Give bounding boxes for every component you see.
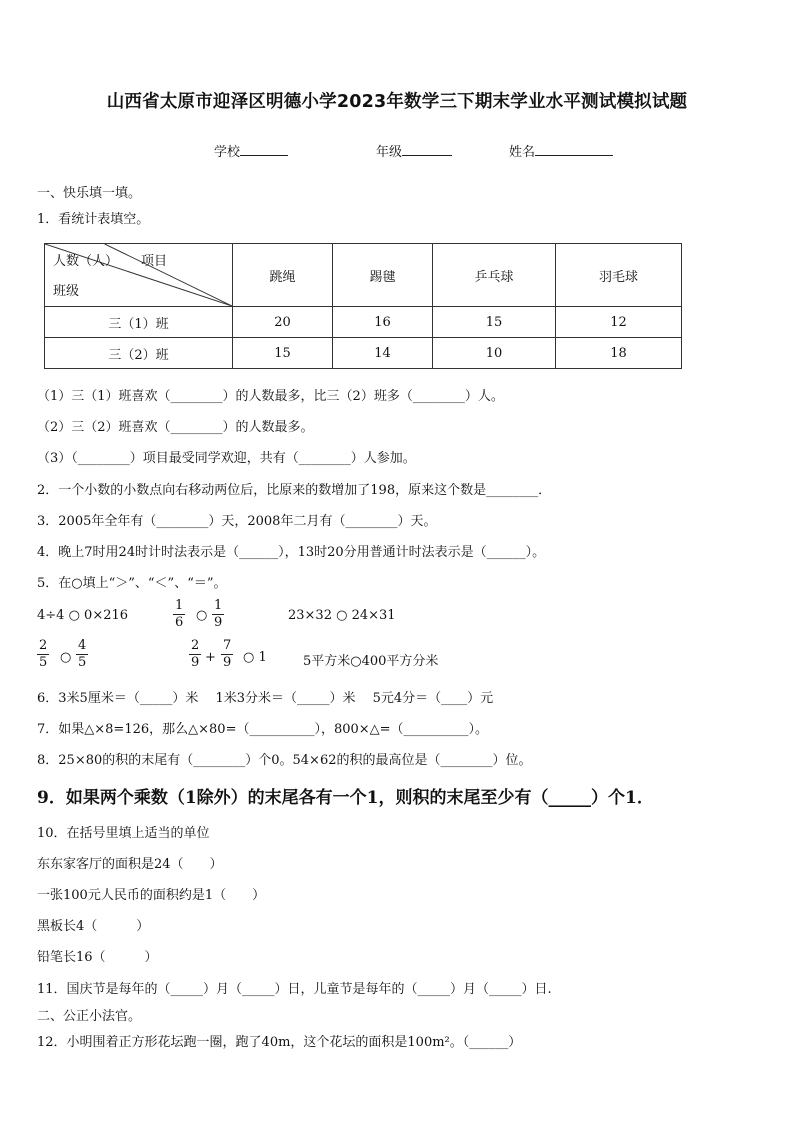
denominator: 9: [223, 655, 232, 670]
plus-sign: +: [205, 650, 216, 665]
column-header: 跳绳: [233, 244, 333, 307]
question-10-b: 一张100元人民币的面积约是1（ ）: [37, 888, 266, 903]
fraction-two-fifths: [37, 638, 49, 671]
table-cell: 18: [556, 338, 682, 369]
table-cell: 12: [556, 307, 682, 338]
table-corner-cell: [45, 244, 233, 307]
question-6: 6．3米5厘米＝（_____）米 1米3分米＝（_____）米 5元4分＝（____）元: [37, 691, 494, 706]
table-row: [45, 338, 682, 369]
compare-f: 5平方米○400平方分米: [303, 654, 439, 669]
grade-field: [376, 141, 452, 160]
grade-label: 年级: [376, 145, 403, 160]
section-1-heading: 一、快乐填一填。: [37, 186, 142, 201]
compare-c: 23×32 ○ 24×31: [288, 608, 396, 623]
table-cell: 15: [233, 338, 333, 369]
table-cell: 15: [433, 307, 556, 338]
numerator: 7: [223, 638, 232, 653]
school-field: [214, 141, 288, 160]
question-11: 11．国庆节是每年的（_____）月（_____）日，儿童节是每年的（_____）月（_____）日.: [37, 982, 552, 997]
numerator: 2: [191, 638, 200, 653]
numerator: 1: [214, 598, 223, 613]
column-header: 踢毽: [333, 244, 433, 307]
column-header: 羽毛球: [556, 244, 682, 307]
table-cell: 20: [233, 307, 333, 338]
column-header: 乒乓球: [433, 244, 556, 307]
corner-people-label: 人数（人）: [53, 254, 119, 269]
row-label: 三（2）班: [45, 338, 233, 369]
question-2: 2．一个小数的小数点向右移动两位后，比原来的数增加了198，原来这个数是________．: [37, 483, 552, 498]
question-4: 4．晚上7时用24时计时法表示是（______），13时20分用普通计时法表示是（______）。: [37, 545, 546, 560]
compare-circle[interactable]: ○: [60, 650, 72, 665]
name-blank[interactable]: [535, 142, 613, 156]
compare-e-tail: ○ 1: [243, 650, 267, 665]
statistics-table: [44, 243, 682, 369]
question-10-d: 铅笔长16（ ）: [37, 950, 158, 965]
corner-item-label: 项目: [141, 254, 168, 269]
numerator: 2: [39, 638, 48, 653]
compare-circle[interactable]: ○: [196, 608, 208, 623]
question-1-part-1: （1）三（1）班喜欢（________）的人数最多，比三（2）班多（________）人。: [37, 389, 504, 404]
page-title: 山西省太原市迎泽区明德小学2023年数学三下期末学业水平测试模拟试题: [106, 92, 688, 112]
question-12: 12．小明围着正方形花坛跑一圈，跑了40m，这个花坛的面积是100m²。（______）: [37, 1035, 522, 1050]
table-cell: 16: [333, 307, 433, 338]
name-field: [509, 141, 613, 160]
fraction-one-ninth: [212, 598, 224, 631]
corner-class-label: 班级: [53, 284, 80, 299]
question-5-stem: 5．在○填上“＞”、“＜”、“＝”。: [37, 576, 227, 591]
fraction-four-fifths: [76, 638, 88, 671]
question-1-stem: 1．看统计表填空。: [37, 212, 150, 227]
denominator: 5: [78, 655, 87, 670]
name-label: 姓名: [509, 145, 536, 160]
table-cell: 10: [433, 338, 556, 369]
denominator: 9: [214, 615, 223, 630]
denominator: 5: [39, 655, 48, 670]
question-8: 8．25×80的积的末尾有（________）个0。54×62的积的最高位是（________）位。: [37, 753, 532, 768]
question-10-c: 黑板长4（ ）: [37, 919, 150, 934]
table-header-row: [45, 244, 682, 307]
school-label: 学校: [214, 145, 241, 160]
question-3: 3．2005年全年有（________）天，2008年二月有（________）天。: [37, 514, 437, 529]
grade-blank[interactable]: [402, 142, 452, 156]
question-10-a: 东东家客厅的面积是24（ ）: [37, 857, 223, 872]
row-label: 三（1）班: [45, 307, 233, 338]
numerator: 1: [175, 598, 184, 613]
numerator: 4: [78, 638, 87, 653]
question-1-part-2: （2）三（2）班喜欢（________）的人数最多。: [37, 420, 314, 435]
question-1-part-3: （3）（________）项目最受同学欢迎，共有（________）人参加。: [37, 451, 416, 466]
table-cell: 14: [333, 338, 433, 369]
section-2-heading: 二、公正小法官。: [37, 1009, 142, 1024]
question-9: 9．如果两个乘数（1除外）的末尾各有一个1，则积的末尾至少有（_____）个1．: [37, 788, 654, 808]
question-10-stem: 10．在括号里填上适当的单位: [37, 826, 210, 841]
denominator: 6: [175, 615, 184, 630]
fraction-one-sixth: [173, 598, 185, 631]
school-blank[interactable]: [240, 142, 288, 156]
table-row: [45, 307, 682, 338]
question-7: 7．如果△×8=126，那么△×80=（__________），800×△=（__________）。: [37, 722, 489, 737]
fraction-two-ninths: [189, 638, 201, 671]
denominator: 9: [191, 655, 200, 670]
fraction-seven-ninths: [221, 638, 233, 671]
compare-a: 4÷4 ○ 0×216: [37, 608, 129, 623]
